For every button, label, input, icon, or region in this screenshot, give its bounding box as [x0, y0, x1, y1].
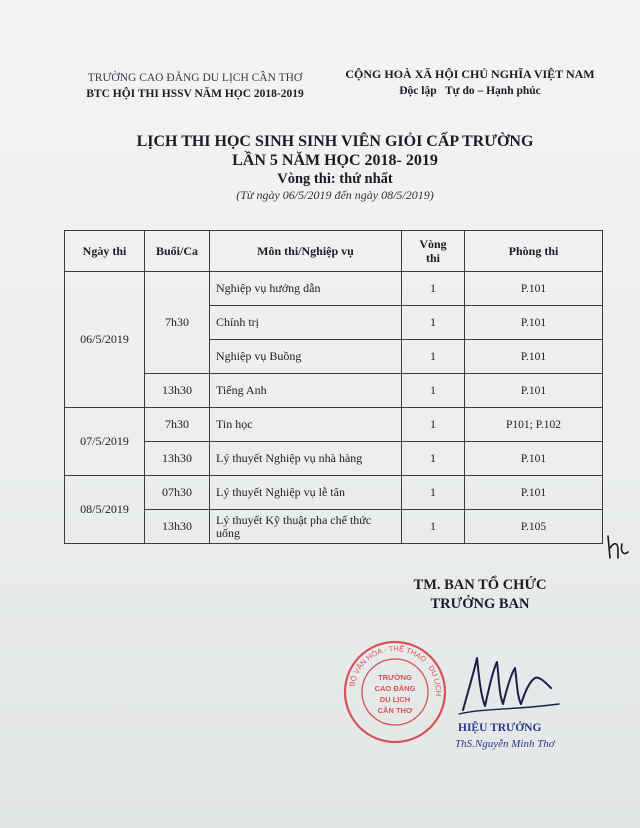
- country-name: CỘNG HOÀ XÃ HỘI CHỦ NGHĨA VIỆT NAM: [345, 67, 595, 81]
- room-cell: P.101: [465, 476, 603, 510]
- handwritten-signature: [455, 648, 565, 718]
- signature-behalf: TM. BAN TỔ CHỨC: [413, 577, 547, 593]
- seal-line3: DU LỊCH: [379, 695, 411, 704]
- header-round-line1: Vòng: [419, 237, 447, 251]
- room-cell: P.101: [465, 340, 603, 374]
- page-title: LỊCH THI HỌC SINH SINH VIÊN GIỎI CẤP TRƯỜNG: [136, 133, 534, 150]
- room-cell: P.105: [465, 510, 603, 544]
- subject-cell: Lý thuyết Nghiệp vụ lễ tân: [210, 476, 402, 510]
- round-cell: 1: [402, 442, 465, 476]
- exam-round: Vòng thi: thứ nhất: [277, 171, 393, 187]
- session-cell: 7h30: [145, 272, 210, 374]
- table-row: [65, 476, 603, 510]
- seal-line2: CAO ĐẲNG: [374, 684, 416, 693]
- official-seal: [340, 637, 450, 747]
- header-session: Buổi/Ca: [145, 231, 210, 272]
- round-cell: 1: [402, 510, 465, 544]
- seal-line1: TRƯỜNG: [378, 673, 412, 682]
- room-cell: P.101: [465, 306, 603, 340]
- room-cell: P.101: [465, 442, 603, 476]
- exam-date-cell: 08/5/2019: [65, 476, 145, 544]
- seal-line4: CẦN THƠ: [377, 706, 413, 715]
- round-cell: 1: [402, 306, 465, 340]
- subject-cell: Nghiệp vụ Buồng: [210, 340, 402, 374]
- room-cell: P101; P.102: [465, 408, 603, 442]
- round-cell: 1: [402, 272, 465, 306]
- svg-text:BỘ VĂN HÓA · THỂ THAO · DU LỊC: BỘ VĂN HÓA · THỂ THAO · DU LỊCH: [347, 643, 444, 697]
- subject-cell: Tiếng Anh: [210, 374, 402, 408]
- date-range: (Từ ngày 06/5/2019 đến ngày 08/5/2019): [236, 188, 434, 202]
- table-row: [65, 510, 603, 544]
- committee-name: BTC HỘI THI HSSV NĂM HỌC 2018-2019: [86, 88, 304, 100]
- round-cell: 1: [402, 340, 465, 374]
- school-name: TRƯỜNG CAO ĐẲNG DU LỊCH CẦN THƠ: [87, 72, 303, 84]
- table-row: [65, 272, 603, 306]
- table-row: [65, 408, 603, 442]
- subject-cell: Tin học: [210, 408, 402, 442]
- table-header-row: [65, 231, 603, 272]
- session-cell: 13h30: [145, 374, 210, 408]
- session-cell: 13h30: [145, 510, 210, 544]
- header-date: Ngày thi: [65, 231, 145, 272]
- session-cell: 07h30: [145, 476, 210, 510]
- national-motto: Độc lập Tự do – Hạnh phúc: [399, 85, 541, 97]
- signer-name: ThS.Nguyễn Minh Thơ: [455, 738, 555, 750]
- header-round-line2: thi: [425, 251, 440, 265]
- school-header: [60, 70, 330, 102]
- exam-date-cell: 07/5/2019: [65, 408, 145, 476]
- table-row: [65, 374, 603, 408]
- schedule-table: [64, 230, 603, 544]
- room-cell: P.101: [465, 374, 603, 408]
- signer-title: HIỆU TRƯỞNG: [458, 722, 542, 734]
- national-header: [330, 66, 610, 100]
- document-titles: [100, 132, 570, 203]
- round-cell: 1: [402, 476, 465, 510]
- round-cell: 1: [402, 374, 465, 408]
- header-subject: Môn thi/Nghiệp vụ: [210, 231, 402, 272]
- signature-role: TRƯỞNG BAN: [430, 596, 530, 612]
- room-cell: P.101: [465, 272, 603, 306]
- round-cell: 1: [402, 408, 465, 442]
- session-cell: 7h30: [145, 408, 210, 442]
- signature-block: [380, 576, 580, 614]
- header-room: Phòng thi: [465, 231, 603, 272]
- exam-date-cell: 06/5/2019: [65, 272, 145, 408]
- page-subtitle: LẦN 5 NĂM HỌC 2018- 2019: [232, 152, 438, 169]
- header-round: [402, 231, 465, 272]
- subject-cell: Chính trị: [210, 306, 402, 340]
- subject-cell: Lý thuyết Kỹ thuật pha chế thức uống: [210, 510, 402, 544]
- table-row: [65, 442, 603, 476]
- subject-cell: Nghiệp vụ hướng dẫn: [210, 272, 402, 306]
- subject-cell: Lý thuyết Nghiệp vụ nhà hàng: [210, 442, 402, 476]
- session-cell: 13h30: [145, 442, 210, 476]
- initials-mark: [604, 532, 630, 562]
